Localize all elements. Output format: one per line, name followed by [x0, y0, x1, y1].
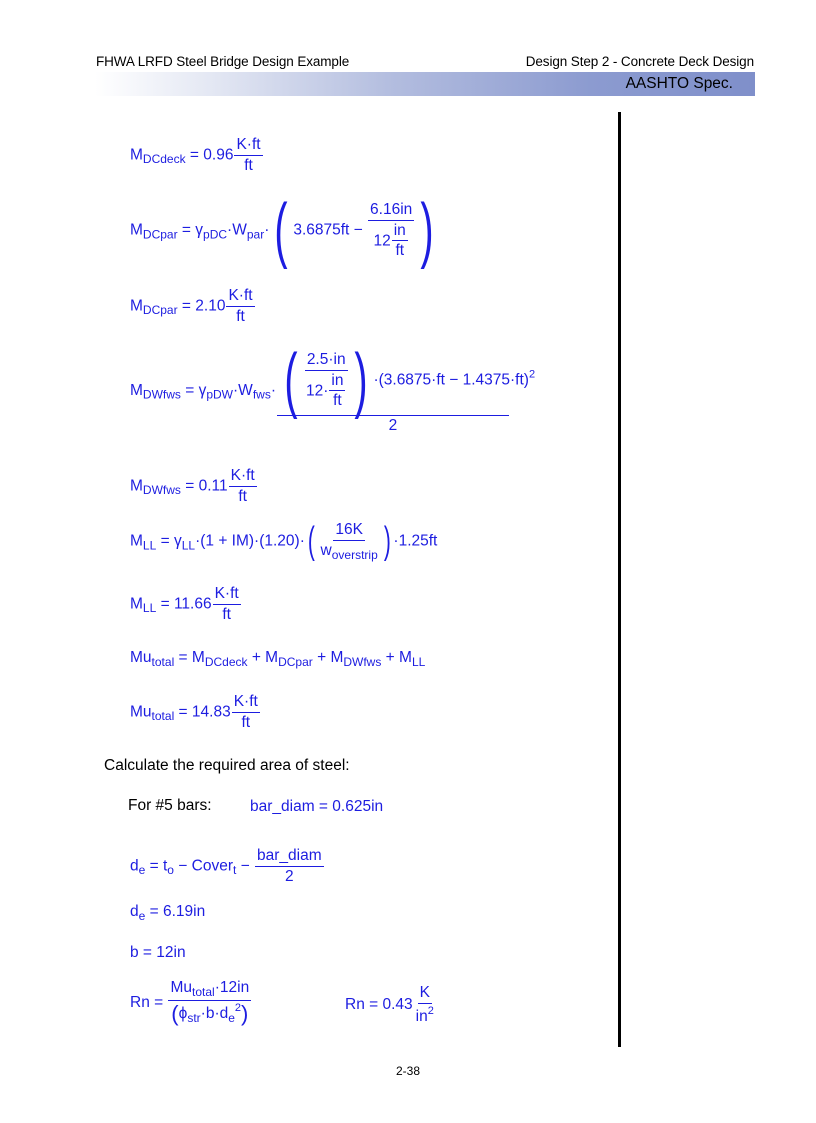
eq-mdwfws-value: $M_{DWfws} = 0.11$ $\frac{K\cdot ft}{ft}$: [130, 467, 255, 505]
eq-mutotal-definition: $Mu_{total} = M_{DCdeck} + M_{DCpar} + M_{DWfws} + M_{LL}$: [130, 649, 426, 669]
eq-de-value: $d_e = 6.19in$: [130, 903, 206, 923]
eq-mdcpar-value: $M_{DCpar} = 2.10$ $\frac{K\cdot ft}{ft}$: [130, 287, 253, 325]
steel-area-heading: Calculate the required area of steel:: [104, 757, 350, 774]
eq-b-value: b = 12in: [130, 944, 186, 961]
eq-bar-diam: bar_diam = 0.625in: [250, 798, 384, 815]
page-number: 2-38: [395, 1064, 421, 1078]
eq-rn-value: Rn = 0.43 $\frac{K}{in^2}$: [345, 984, 434, 1025]
eq-rn-definition: Rn = $\frac{Mu_{total}\cdot 12in}{(\phi_{str}\cdot b\cdot d_e^2)}$: [130, 979, 250, 1026]
eq-mll-definition: $M_{LL} = \gamma_{LL}\cdot(1 + IM)\cdot(1.20)\cdot$( $\frac{16K}{w_{overstrip}}$ ) ·1.25ft: [130, 520, 438, 563]
eq-mdcpar-definition: $M_{DCpar} = \gamma_{pDC}\cdot W_{par}\cdot$( 3.6875ft − 6.16in 12 $\frac{in}{ft}$ ): [130, 190, 434, 270]
eq-mll-value: $M_{LL} = 11.66$ $\frac{K\cdot ft}{ft}$: [130, 585, 239, 623]
eq-mdcdeck-value: $M_{DCdeck} = 0.96$ $\frac{K\cdot ft}{ft}$: [130, 136, 261, 174]
margin-divider: [618, 112, 621, 1047]
header-band: [95, 72, 755, 96]
eq-mdwfws-definition: $M_{DWfws} = \gamma_{pDW}\cdot W_{fws}\cdot$ ( 2.5·in 12· $\frac{in}{ft}$ ) $\cdot(3.6875\cdot ft - 1.4375\cdot ft)^2$ 2: [130, 340, 536, 434]
eq-de-definition: $d_e = t_o$ − Cover$_t$ − $\frac{\text{bar\_diam}}{2}$: [130, 847, 322, 885]
document-title: FHWA LRFD Steel Bridge Design Example: [96, 54, 350, 69]
aashto-spec-label: AASHTO Spec.: [625, 75, 733, 92]
bars-label: For #5 bars:: [128, 797, 212, 814]
section-title: Design Step 2 - Concrete Deck Design: [525, 54, 754, 69]
eq-mutotal-value: $Mu_{total} = 14.83$ $\frac{K\cdot ft}{ft}$: [130, 693, 258, 731]
